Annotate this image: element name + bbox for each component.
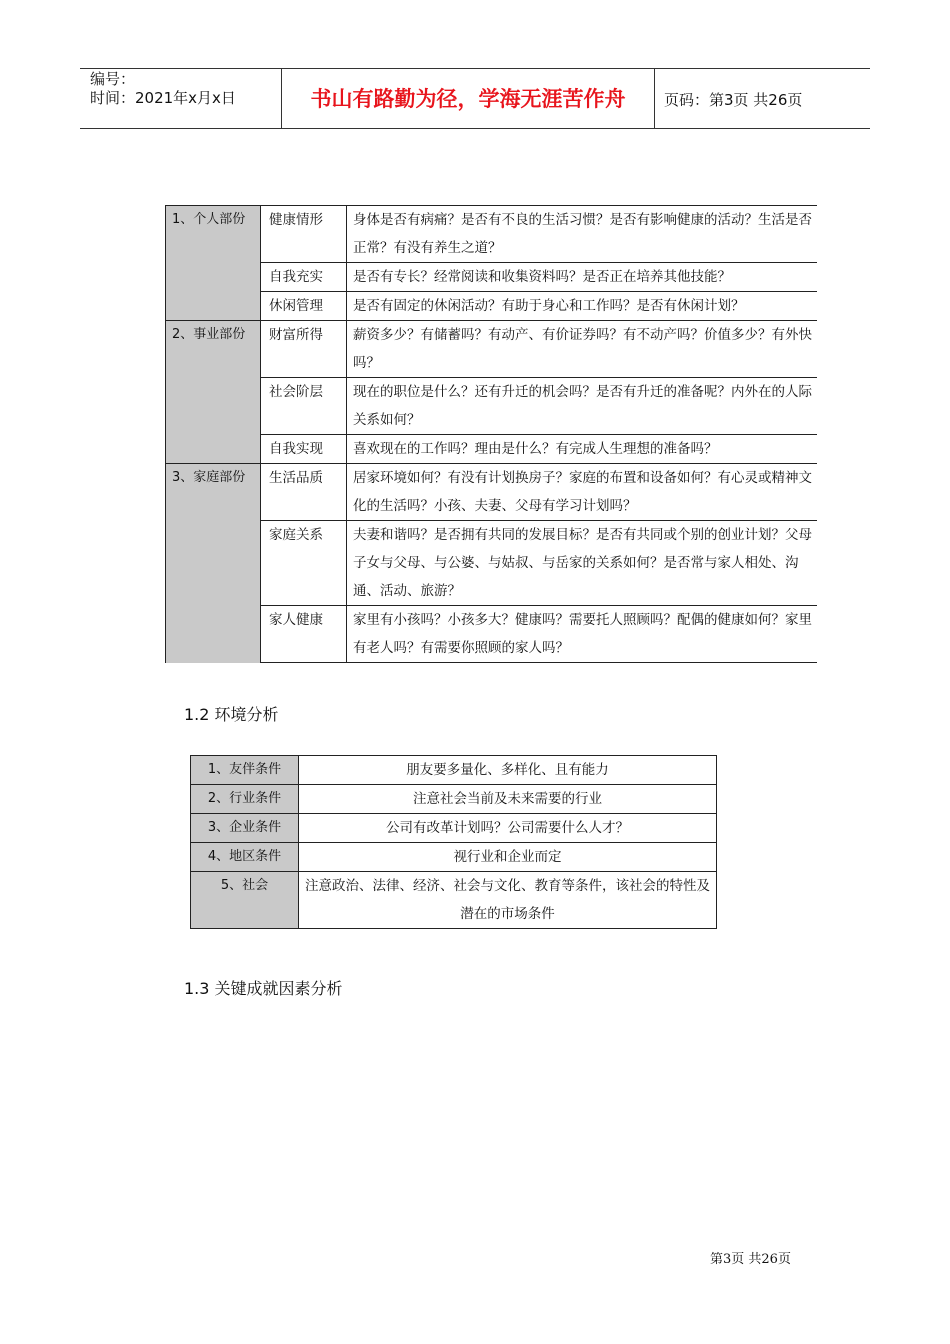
- table-row: [191, 814, 717, 843]
- item-name: 家人健康: [261, 606, 347, 663]
- table-row: [166, 321, 817, 378]
- table-row: [166, 435, 817, 464]
- item-description: 是否有专长？经常阅读和收集资料吗？是否正在培养其他技能？: [347, 263, 817, 292]
- item-name: 生活品质: [261, 464, 347, 521]
- table-row: [191, 843, 717, 872]
- item-name: 健康情形: [261, 206, 347, 263]
- item-name: 自我实现: [261, 435, 347, 464]
- table-row: [166, 606, 817, 663]
- item-name: 休闲管理: [261, 292, 347, 321]
- item-description: 薪资多少？有储蓄吗？有动产、有价证券吗？有不动产吗？价值多少？有外快吗？: [347, 321, 817, 378]
- item-name: 家庭关系: [261, 521, 347, 606]
- header-page-indicator: 页码：第3页 共26页: [664, 91, 803, 109]
- condition-value: 视行业和企业而定: [299, 843, 717, 872]
- section-personal: 1、个人部份: [166, 206, 261, 321]
- table-row: [166, 206, 817, 263]
- table-row: [166, 464, 817, 521]
- condition-key: 4、地区条件: [191, 843, 299, 872]
- condition-key: 3、企业条件: [191, 814, 299, 843]
- self-analysis-table: [165, 205, 817, 663]
- item-description: 夫妻和谐吗？是否拥有共同的发展目标？是否有共同或个别的创业计划？父母子女与父母、与公婆、与姑叔、与岳家的关系如何？是否常与家人相处、沟通、活动、旅游？: [347, 521, 817, 606]
- item-description: 是否有固定的休闲活动？有助于身心和工作吗？是否有休闲计划？: [347, 292, 817, 321]
- table-row: [166, 378, 817, 435]
- table-row: [166, 263, 817, 292]
- item-description: 居家环境如何？有没有计划换房子？家庭的布置和设备如何？有心灵或精神文化的生活吗？小孩、夫妻、父母有学习计划吗？: [347, 464, 817, 521]
- item-description: 喜欢现在的工作吗？理由是什么？有完成人生理想的准备吗？: [347, 435, 817, 464]
- item-description: 现在的职位是什么？还有升迁的机会吗？是否有升迁的准备呢？内外在的人际关系如何？: [347, 378, 817, 435]
- condition-key: 2、行业条件: [191, 785, 299, 814]
- document-time-label: 时间：2021年x月x日: [90, 89, 236, 107]
- header-bottom-rule: [80, 128, 870, 129]
- header-motto: 书山有路勤为径，学海无涯苦作舟: [310, 87, 626, 111]
- table-row: [166, 521, 817, 606]
- item-name: 自我充实: [261, 263, 347, 292]
- section-career: 2、事业部份: [166, 321, 261, 464]
- condition-value: 公司有改革计划吗？公司需要什么人才？: [299, 814, 717, 843]
- item-name: 财富所得: [261, 321, 347, 378]
- header-divider-right: [654, 68, 655, 128]
- footer-page-number: 第3页 共26页: [710, 1252, 791, 1267]
- item-name: 社会阶层: [261, 378, 347, 435]
- section-title-environment: 1.2 环境分析: [184, 705, 279, 724]
- condition-value: 注意政治、法律、经济、社会与文化、教育等条件，该社会的特性及潜在的市场条件: [299, 872, 717, 929]
- section-title-key-factors: 1.3 关键成就因素分析: [184, 979, 343, 998]
- document-number-label: 编号：: [90, 70, 136, 88]
- header-meta: [90, 70, 236, 108]
- item-description: 家里有小孩吗？小孩多大？健康吗？需要托人照顾吗？配偶的健康如何？家里有老人吗？有需要你照顾的家人吗？: [347, 606, 817, 663]
- table-row: [191, 785, 717, 814]
- condition-value: 注意社会当前及未来需要的行业: [299, 785, 717, 814]
- condition-key: 1、友伴条件: [191, 756, 299, 785]
- condition-key: 5、社会: [191, 872, 299, 929]
- table-row: [191, 756, 717, 785]
- section-family: 3、家庭部份: [166, 464, 261, 663]
- item-description: 身体是否有病痛？是否有不良的生活习惯？是否有影响健康的活动？生活是否正常？有没有养生之道？: [347, 206, 817, 263]
- table-row: [166, 292, 817, 321]
- table-row: [191, 872, 717, 929]
- environment-analysis-table: [190, 755, 717, 929]
- condition-value: 朋友要多量化、多样化、且有能力: [299, 756, 717, 785]
